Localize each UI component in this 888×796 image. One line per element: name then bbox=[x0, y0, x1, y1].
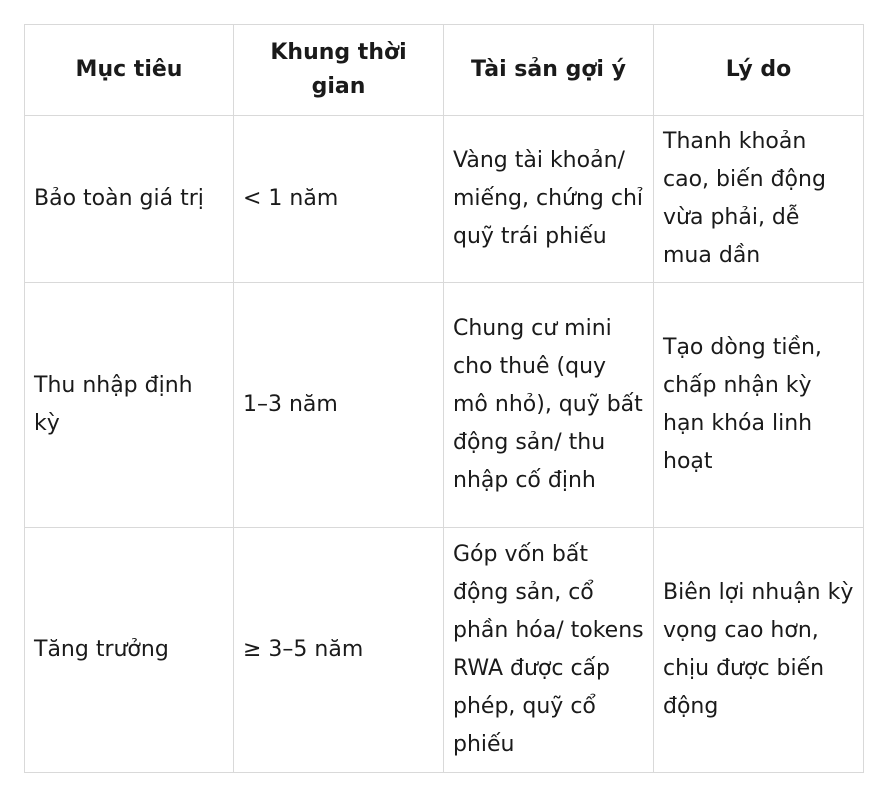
cell-assets: Chung cư mini cho thuê (quy mô nhỏ), quỹ bất động sản/ thu nhập cố định bbox=[444, 283, 654, 528]
table-header-row bbox=[25, 25, 864, 116]
table-row bbox=[25, 116, 864, 283]
header-suggested-assets: Tài sản gợi ý bbox=[444, 25, 654, 116]
table-row bbox=[25, 528, 864, 773]
cell-reason: Tạo dòng tiền, chấp nhận kỳ hạn khóa linh hoạt bbox=[654, 283, 864, 528]
cell-goal: Tăng trưởng bbox=[25, 528, 234, 773]
cell-reason: Thanh khoản cao, biến động vừa phải, dễ mua dần bbox=[654, 116, 864, 283]
cell-timeframe: 1–3 năm bbox=[234, 283, 444, 528]
cell-goal: Thu nhập định kỳ bbox=[25, 283, 234, 528]
table-row bbox=[25, 283, 864, 528]
header-timeframe: Khung thời gian bbox=[234, 25, 444, 116]
cell-goal: Bảo toàn giá trị bbox=[25, 116, 234, 283]
header-goal: Mục tiêu bbox=[25, 25, 234, 116]
cell-assets: Góp vốn bất động sản, cổ phần hóa/ tokens RWA được cấp phép, quỹ cổ phiếu bbox=[444, 528, 654, 773]
header-reason: Lý do bbox=[654, 25, 864, 116]
investment-goals-table bbox=[24, 24, 864, 773]
cell-reason: Biên lợi nhuận kỳ vọng cao hơn, chịu được biến động bbox=[654, 528, 864, 773]
cell-assets: Vàng tài khoản/ miếng, chứng chỉ quỹ trái phiếu bbox=[444, 116, 654, 283]
cell-timeframe: < 1 năm bbox=[234, 116, 444, 283]
cell-timeframe: ≥ 3–5 năm bbox=[234, 528, 444, 773]
